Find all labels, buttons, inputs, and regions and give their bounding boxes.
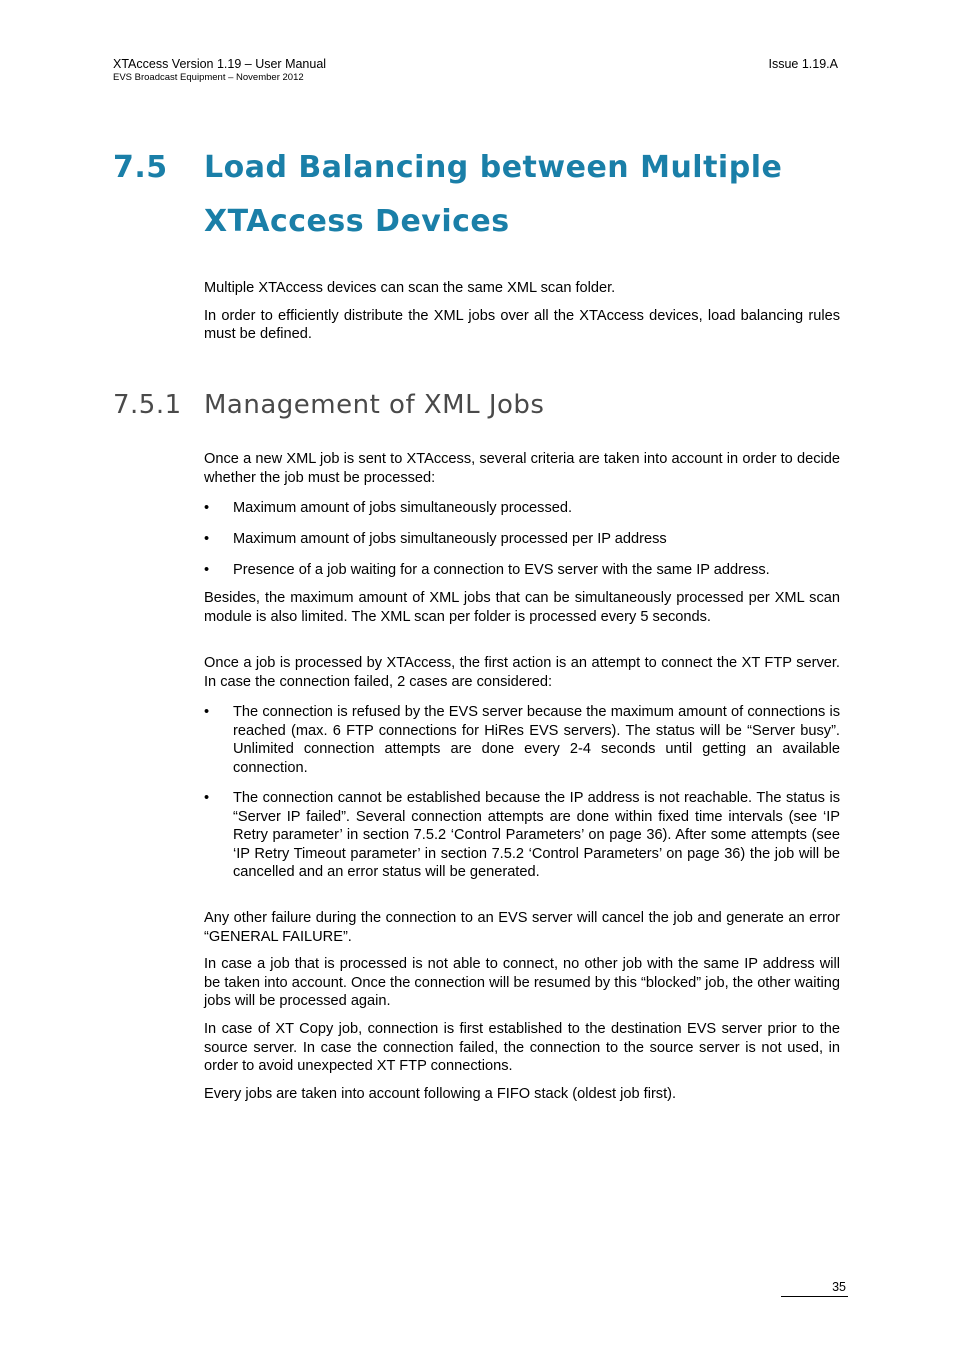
paragraph: Multiple XTAccess devices can scan the same XML scan folder. — [204, 280, 616, 296]
section-title-line2: XTAccess Devices — [204, 204, 510, 239]
paragraph: Once a new XML job is sent to XTAccess, several criteria are taken into account in order to decide whether the job must be processed: — [204, 451, 840, 486]
footer-rule — [781, 1296, 848, 1297]
running-header — [113, 57, 326, 84]
subsection-title: Management of XML Jobs — [204, 390, 545, 420]
section-intro — [204, 279, 840, 344]
bullet-marker: • — [204, 500, 210, 516]
page-number: 35 — [832, 1280, 846, 1294]
bullet-marker: • — [204, 790, 210, 806]
paragraph: In order to efficiently distribute the XML jobs over all the XTAccess devices, load balancing rules must be defined. — [204, 307, 840, 343]
list-item: The connection is refused by the EVS server because the maximum amount of connections is reached (max. 6 FTP connections for HiRes EVS servers). The status will be “Server busy”. Unlimited connection attempts are done every 2-4 seconds until getting an available connection. — [233, 704, 840, 776]
bullet-marker: • — [204, 531, 210, 547]
manual-title: XTAccess Version 1.19 – User Manual — [113, 57, 327, 71]
list-item: Presence of a job waiting for a connection to EVS server with the same IP address. — [233, 562, 770, 578]
paragraph: In case of XT Copy job, connection is first established to the destination EVS server prior to the source server. In case the connection failed, the connection to the source server is not used, in order to avoid unexpected XT FTP connections. — [204, 1021, 840, 1075]
issue-label: Issue 1.19.A — [768, 57, 838, 71]
paragraph: Every jobs are taken into account following a FIFO stack (oldest job first). — [204, 1086, 677, 1102]
manual-subtitle: EVS Broadcast Equipment – November 2012 — [113, 72, 304, 83]
paragraph: In case a job that is processed is not able to connect, no other job with the same IP address will be taken into account. Once the connection will be resumed by this “blocked” job, the other waiting jobs will be processed again. — [204, 956, 840, 1010]
paragraph: Any other failure during the connection to an EVS server will cancel the job and generate an error “GENERAL FAILURE”. — [204, 910, 840, 945]
paragraph: Once a job is processed by XTAccess, the first action is an attempt to connect the XT FTP server. In case the connection failed, 2 cases are considered: — [204, 655, 840, 690]
section-title-line1: Load Balancing between Multiple — [204, 150, 783, 185]
list-item: The connection cannot be established because the IP address is not reachable. The status is “Server IP failed”. Several connection attempts are done within fixed time intervals (see ‘IP Retry parameter’ in section 7.5.2 ‘Control Parameters’ on page 36). After some attempts (see ‘IP Retry Timeout parameter’ in section 7.5.2 ‘Control Parameters’ on page 36) the job will be cancelled and an error status will be generated. — [233, 790, 840, 881]
subsection-number: 7.5.1 — [113, 390, 182, 420]
list-item: Maximum amount of jobs simultaneously processed per IP address — [233, 531, 667, 547]
bullet-marker: • — [204, 562, 210, 578]
bullet-marker: • — [204, 704, 210, 720]
paragraph: Besides, the maximum amount of XML jobs that can be simultaneously processed per XML scan module is also limited. The XML scan per folder is processed every 5 seconds. — [204, 590, 840, 625]
list-item: Maximum amount of jobs simultaneously processed. — [233, 500, 573, 516]
section-number: 7.5 — [113, 150, 168, 185]
